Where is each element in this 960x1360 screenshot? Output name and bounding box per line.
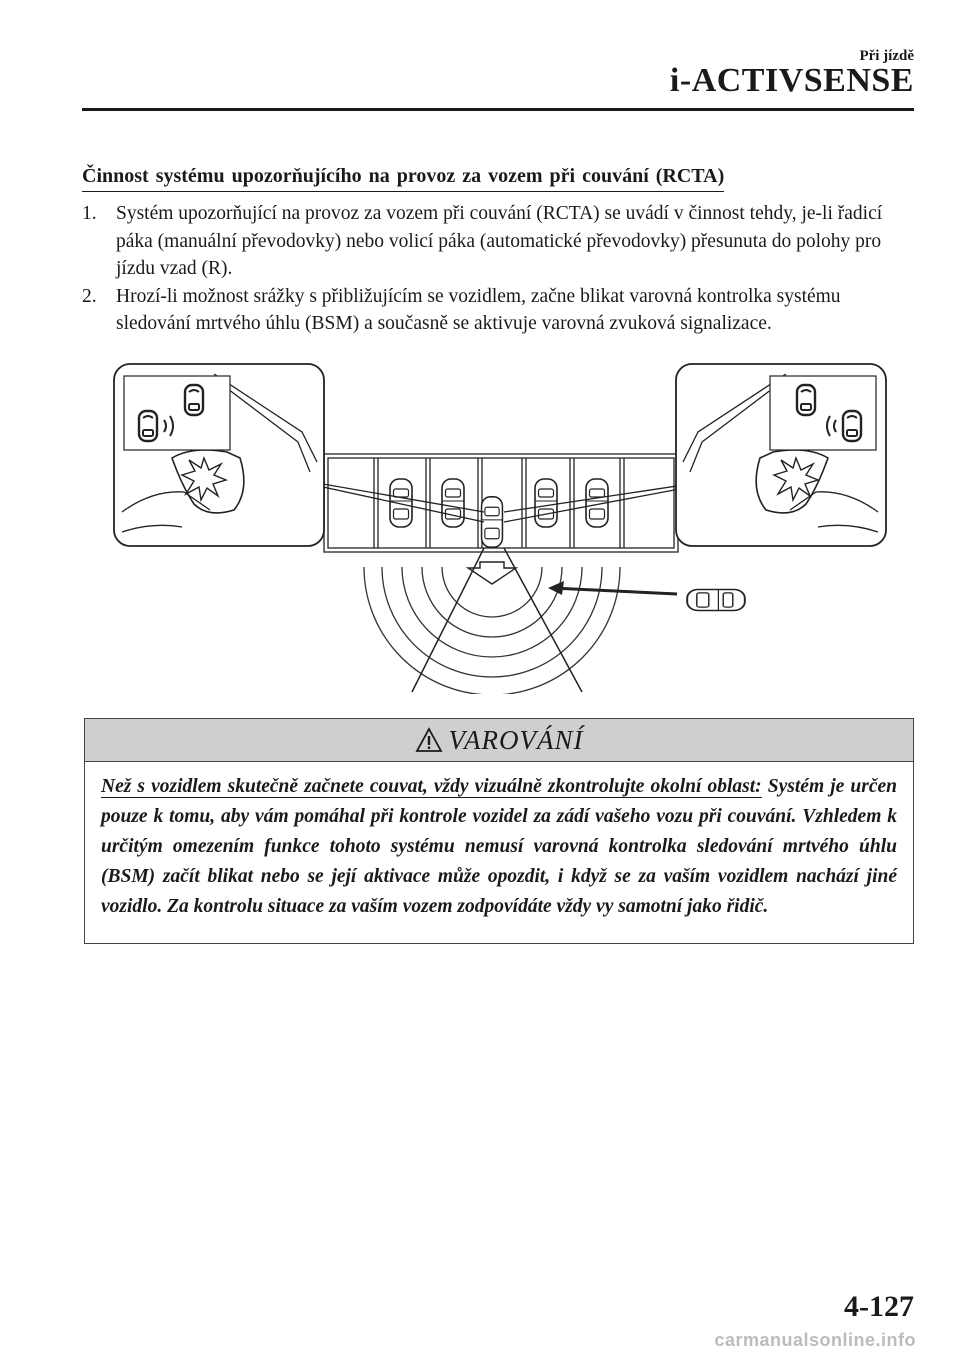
car-icon (442, 479, 464, 527)
page-title: i-ACTIVSENSE (669, 62, 914, 99)
list-item (82, 200, 912, 283)
step-text: Systém upozorňující na provoz za vozem při couvání (RCTA) se uvádí v činnost tehdy, je-li řadicí páka (manuální převodovky) nebo volicí páka (automatické převodovky) přesunuta do polohy pro jízdu vzad (R). (116, 203, 883, 279)
section-heading: Činnost systému upozorňujícího na provoz za vozem při couvání (RCTA) (82, 165, 724, 192)
right-mirror-inset (676, 364, 886, 546)
warning-title: VAROVÁNÍ (448, 724, 584, 755)
bsm-indicator-icon (124, 376, 230, 450)
sensor-range-arcs (364, 567, 620, 694)
step-number: 2. (82, 285, 97, 307)
step-text: Hrozí-li možnost srážky s přibližujícím se vozidlem, začne blikat varovná kontrolka systému sledování mrtvého úhlu (BSM) a současně se aktivuje varovná zvuková signalizace. (116, 285, 841, 334)
left-mirror-inset (114, 364, 324, 546)
warning-triangle-icon (415, 727, 443, 753)
warning-text (85, 762, 913, 922)
bsm-indicator-icon (770, 376, 876, 450)
rcta-illustration (112, 362, 888, 694)
warning-lead: Než s vozidlem skutečně začnete couvat, vždy vizuálně zkontrolujte okolní oblast: (101, 776, 762, 797)
warning-header (85, 719, 913, 762)
car-icon (687, 590, 745, 611)
warning-body-text: Systém je určen pouze k tomu, aby vám pomáhal při kontrole vozidel za zádí vašeho vozu při couvání. Vzhledem k určitým omezením funkce tohoto systému nemusí varovná kontrolka sledování mrtvého úhlu (BSM) začít blikat nebo se její aktivace může opozdit, i když se za vaším vozidlem nachází jiné vozidlo. Za kontrolu situace za vaším vozem zodpovídáte vždy vy samotní jako řidič. (101, 776, 898, 917)
chapter-label: Při jízdě (859, 48, 914, 64)
car-icon (390, 479, 412, 527)
steps-list (82, 200, 912, 338)
page-number: 4-127 (844, 1290, 914, 1323)
car-icon (535, 479, 557, 527)
warning-box (84, 718, 914, 944)
car-icon (482, 497, 503, 547)
watermark: carmanualsonline.info (714, 1330, 916, 1350)
header-divider (82, 108, 914, 111)
step-number: 1. (82, 203, 97, 224)
list-item (82, 283, 912, 338)
